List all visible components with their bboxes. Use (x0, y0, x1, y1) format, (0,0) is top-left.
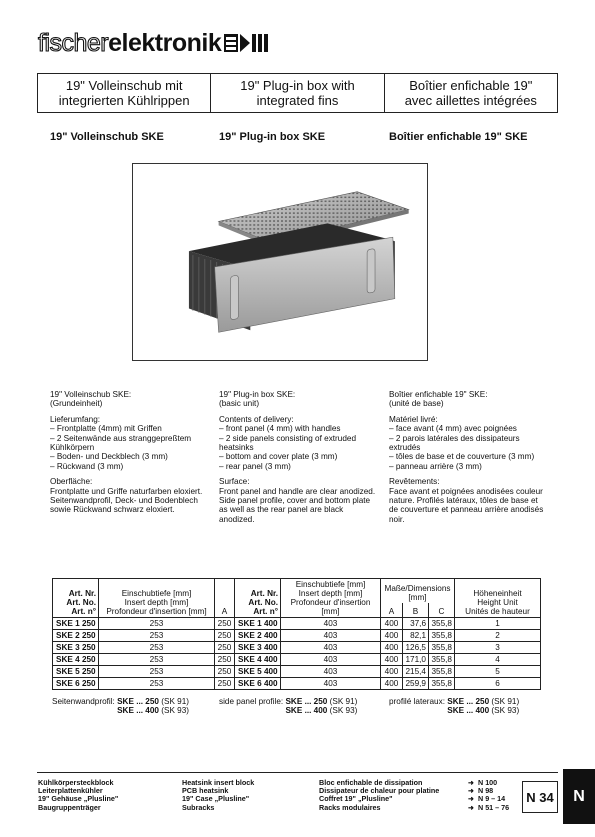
delivery-item: – front panel (4 mm) with handles (219, 424, 341, 434)
profile-note-german: Seitenwandprofil: SKE ... 250 (SK 91) SKE ... 400 (SK 93) (52, 697, 190, 716)
col-header-dimensions: Maße/Dimensions [mm] (381, 579, 455, 604)
description-german (50, 390, 210, 521)
cell-height-unit: 2 (455, 630, 541, 642)
cell-a-250: 250 (215, 642, 235, 654)
specification-table (52, 578, 541, 690)
title-german-line2: integrierten Kühlrippen (58, 93, 190, 108)
footer-divider (37, 772, 558, 773)
subtitle-french: Boîtier enfichable 19" SKE (389, 131, 528, 143)
delivery-item: – tôles de base et de couverture (3 mm) (389, 452, 535, 462)
brand-logo-part2: elektronik (108, 29, 222, 57)
cell-art-nr-250: SKE 6 250 (53, 678, 99, 690)
cell-dim-b: 215,4 (403, 666, 429, 678)
cell-art-nr-250: SKE 4 250 (53, 654, 99, 666)
desc-title-sub: (basic unit) (219, 399, 260, 409)
col-header-art-1: Art. Nr. Art. No. Art. n° (53, 579, 99, 618)
cell-art-nr-400: SKE 3 400 (235, 642, 281, 654)
desc-title-sub: (Grundeinheit) (50, 399, 103, 409)
subtitle-german: 19" Volleinschub SKE (50, 131, 164, 143)
delivery-item: – 2 Seitenwände aus stranggepreßtem Kühlkörpern (50, 433, 192, 453)
cell-art-nr-400: SKE 2 400 (235, 630, 281, 642)
surface-heading: Surface: (219, 477, 250, 487)
cell-art-nr-250: SKE 2 250 (53, 630, 99, 642)
cell-dim-b: 126,5 (403, 642, 429, 654)
cell-depth-403: 403 (281, 654, 381, 666)
table-row (53, 618, 541, 630)
cell-depth-403: 403 (281, 642, 381, 654)
table-row (53, 666, 541, 678)
cell-height-unit: 6 (455, 678, 541, 690)
footer-link[interactable]: Heatsink insert block (182, 778, 255, 787)
cell-depth-253: 253 (99, 678, 215, 690)
title-german-line1: 19" Volleinschub mit (65, 78, 183, 93)
delivery-heading: Matériel livré: (389, 414, 438, 424)
desc-title-sub: (unité de base) (389, 399, 444, 409)
cell-height-unit: 5 (455, 666, 541, 678)
delivery-item: – panneau arrière (3 mm) (389, 461, 482, 471)
arrow-right-icon: ➜ (468, 802, 475, 812)
page-ref[interactable]: N 51 – 76 (478, 802, 510, 812)
delivery-item: – Boden- und Deckblech (3 mm) (50, 452, 168, 462)
cell-depth-253: 253 (99, 630, 215, 642)
table-body (53, 618, 541, 690)
table-row (53, 630, 541, 642)
cell-height-unit: 3 (455, 642, 541, 654)
cell-depth-253: 253 (99, 666, 215, 678)
cell-dim-a: 400 (381, 666, 403, 678)
footer-links-english (182, 779, 254, 812)
col-header-depth-2: Einschubtiefe [mm] Insert depth [mm] Profondeur d'insertion [mm] (281, 579, 381, 618)
cell-dim-a: 400 (381, 642, 403, 654)
cell-art-nr-250: SKE 5 250 (53, 666, 99, 678)
arrow-right-icon: ➜ (468, 794, 475, 804)
footer-page-refs (468, 779, 509, 812)
page-ref[interactable]: N 98 (478, 786, 494, 796)
footer-link[interactable]: Bloc enfichable de dissipation (319, 778, 423, 787)
cell-art-nr-400: SKE 5 400 (235, 666, 281, 678)
table-header-row (53, 579, 541, 604)
cell-dim-b: 37,6 (403, 618, 429, 630)
footer-link[interactable]: Leiterplattenkühler (38, 786, 103, 796)
cell-art-nr-400: SKE 1 400 (235, 618, 281, 630)
description-english (219, 390, 379, 530)
footer-link[interactable]: Baugruppenträger (38, 802, 101, 812)
footer-link[interactable]: Kühlkörpersteckblock (38, 778, 114, 787)
page-ref[interactable]: N 9 – 14 (478, 794, 506, 804)
delivery-item: – rear panel (3 mm) (219, 461, 291, 471)
cell-depth-403: 403 (281, 618, 381, 630)
cell-a-250: 250 (215, 630, 235, 642)
cell-depth-403: 403 (281, 630, 381, 642)
cell-dim-b: 259,9 (403, 678, 429, 690)
delivery-item: – face avant (4 mm) avec poignées (389, 424, 517, 434)
cell-depth-253: 253 (99, 618, 215, 630)
delivery-item: – bottom and cover plate (3 mm) (219, 452, 338, 462)
cell-dim-b: 171,0 (403, 654, 429, 666)
table-row (53, 654, 541, 666)
surface-text: Frontplatte und Griffe naturfarben eloxiert. Seitenwandprofil, Deck- und Bodenblech sowie Rückwand schwarz eloxiert. (50, 486, 203, 515)
cell-dim-c: 355,8 (429, 642, 455, 654)
cell-a-250: 250 (215, 678, 235, 690)
footer-link[interactable]: Racks modulaires (319, 802, 381, 812)
title-french-line2: avec aillettes intégrées (404, 93, 537, 108)
title-english-line2: integrated fins (256, 93, 339, 108)
cell-depth-253: 253 (99, 654, 215, 666)
brand-arrow-icon (224, 32, 270, 54)
col-header-a-1: A (215, 579, 235, 618)
desc-title: 19" Volleinschub SKE: (50, 390, 132, 399)
title-french-line1: Boîtier enfichable 19" (409, 78, 533, 93)
desc-title: 19" Plug-in box SKE: (219, 390, 296, 399)
cell-dim-a: 400 (381, 618, 403, 630)
cell-dim-a: 400 (381, 654, 403, 666)
cell-dim-c: 355,8 (429, 654, 455, 666)
cell-dim-c: 355,8 (429, 666, 455, 678)
arrow-right-icon: ➜ (468, 778, 475, 787)
brand-logo-part1: fischer (38, 29, 109, 57)
cell-art-nr-250: SKE 3 250 (53, 642, 99, 654)
cell-a-250: 250 (215, 618, 235, 630)
footer-link[interactable]: 19" Gehäuse „Plusline" (38, 794, 119, 804)
cell-art-nr-400: SKE 4 400 (235, 654, 281, 666)
arrow-right-icon: ➜ (468, 786, 475, 796)
footer-link[interactable]: PCB heatsink (182, 786, 229, 796)
description-french (389, 390, 549, 530)
col-header-art-2: Art. Nr. Art. No. Art. n° (235, 579, 281, 618)
title-german (38, 74, 210, 112)
delivery-item: – 2 side panels consisting of extruded heatsinks (219, 433, 357, 453)
cell-height-unit: 4 (455, 654, 541, 666)
cell-dim-a: 400 (381, 678, 403, 690)
footer-link[interactable]: Dissipateur de chaleur pour platine (319, 786, 440, 796)
surface-text: Front panel and handle are clear anodized. Side panel profile, cover and bottom plate as well as the rear panel are black anodized. (219, 486, 376, 524)
col-header-dim-a: A (381, 603, 403, 617)
surface-heading: Revêtements: (389, 477, 440, 487)
surface-heading: Oberfläche: (50, 477, 93, 487)
cell-dim-a: 400 (381, 630, 403, 642)
cell-a-250: 250 (215, 654, 235, 666)
surface-text: Face avant et poignées anodisées couleur nature. Profilés latéraux, tôles de base et de couverture et panneau arrière anodisés noir. (389, 486, 544, 524)
cell-depth-403: 403 (281, 666, 381, 678)
cell-depth-253: 253 (99, 642, 215, 654)
footer-links-french (319, 779, 439, 812)
desc-title: Boîtier enfichable 19" SKE: (389, 390, 488, 399)
footer-link[interactable]: 19" Case „Plusline" (182, 794, 250, 804)
delivery-item: – Frontplatte (4mm) mit Griffen (50, 424, 162, 434)
table-row (53, 678, 541, 690)
cell-art-nr-400: SKE 6 400 (235, 678, 281, 690)
cell-dim-c: 355,8 (429, 618, 455, 630)
subtitle-english: 19" Plug-in box SKE (219, 131, 326, 143)
cell-art-nr-250: SKE 1 250 (53, 618, 99, 630)
col-header-dim-c: C (429, 603, 455, 617)
title-english (210, 74, 383, 112)
delivery-heading: Contents of delivery: (219, 414, 294, 424)
product-photo (132, 163, 428, 361)
profile-note-english: side panel profile: SKE ... 250 (SK 91) SKE ... 400 (SK 93) (219, 697, 358, 716)
cell-dim-c: 355,8 (429, 678, 455, 690)
title-box (37, 73, 558, 113)
plug-in-box-illustration (133, 164, 427, 360)
title-english-line1: 19" Plug-in box with (240, 78, 355, 93)
footer-link[interactable]: Coffret 19" „Plusline" (319, 794, 393, 804)
cell-dim-b: 82,1 (403, 630, 429, 642)
col-header-height-unit: Höheneinheit Height Unit Unités de hauteur (455, 579, 541, 618)
footer-link[interactable]: Subracks (182, 802, 215, 812)
page-number: N 34 (522, 781, 558, 813)
delivery-item: – Rückwand (3 mm) (50, 461, 124, 471)
cell-depth-403: 403 (281, 678, 381, 690)
title-french (384, 74, 557, 112)
cell-a-250: 250 (215, 666, 235, 678)
brand-logo (38, 30, 270, 56)
footer-links-german (38, 779, 118, 812)
delivery-heading: Lieferumfang: (50, 414, 101, 424)
delivery-item: – 2 parois latérales des dissipateurs extrudés (389, 433, 520, 453)
profile-note-french: profilé lateraux: SKE ... 250 (SK 91) SKE ... 400 (SK 93) (389, 697, 520, 716)
page-ref[interactable]: N 100 (478, 778, 498, 787)
section-tab[interactable]: N (563, 769, 595, 824)
cell-dim-c: 355,8 (429, 630, 455, 642)
table-row (53, 642, 541, 654)
cell-height-unit: 1 (455, 618, 541, 630)
col-header-depth-1: Einschubtiefe [mm] Insert depth [mm] Profondeur d'insertion [mm] (99, 579, 215, 618)
col-header-dim-b: B (403, 603, 429, 617)
